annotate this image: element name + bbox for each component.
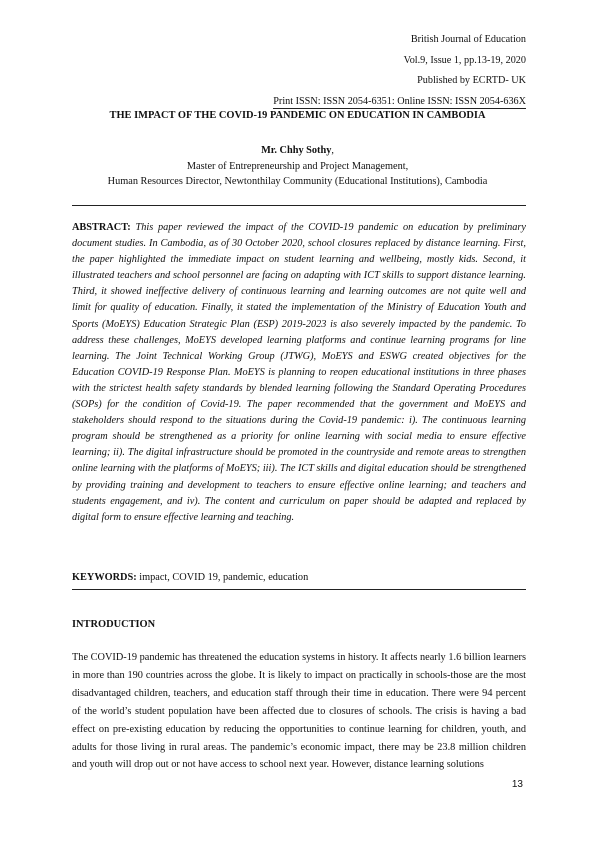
abstract-label: ABSTRACT: — [72, 222, 131, 233]
author-degree: Master of Entrepreneurship and Project Management, — [186, 160, 409, 172]
abstract-top-rule — [72, 205, 526, 206]
introduction-heading: INTRODUCTION — [72, 619, 156, 630]
author-affiliation: Human Resources Director, Newtonthilay Community (Educational Institutions), Cambodia — [107, 176, 488, 187]
keywords-label: KEYWORDS: — [72, 572, 137, 583]
abstract-text: This paper reviewed the impact of the COVID-19 pandemic on education by preliminary document studies. In Cambodia, as of 30 October 2020, school closures replaced by distance learning. First, the paper highlighted the immediate impact on student learning and wellbeing, mostly kids. Second, it illustrated teachers and school personnel are facing on adapting with ICT skills to support distance learning. Third, it showed ineffective delivery of continuous learning and learning outcomes are not quite well and limit for quality of education. Finally, it stated the implementation of the Ministry of Education Youth and Sports (MoEYS) Education Strategic Plan (ESP) 2019-2023 is also severely impacted by the pandemic. To address these challenges, MoEYS developed learning platforms and continue learning programs for line learning. The Joint Technical Working Group (JTWG), MoEYS and ESWG created objectives for the Education COVID-19 Response Plan. MoEYS is planning to reopen educational institutions in three phases with the strictest health safety standards by blended learning following the Standard Operating Procedures (SOPs) for the condition of Covid-19. The paper recommended that the government and MoEYS and stakeholders should respond to the situations during the Covid-19 pandemic: i). The continuous learning program should be strengthened as a priority for online learning with social media to ensure effective learning; ii). The digital infrastructure should be promoted in the countryside and remote areas to strengthen online learning with the platforms of MoEYS; iii). The ICT skills and digital education should be strengthened by providing training and development to teachers to ensure effective online learning; and teachers and students engagement, and iv). The content and curriculum on paper should be adapted and replaced by digital form to ensure effective learning and teaching. — [72, 222, 526, 523]
abstract-bottom-rule — [72, 589, 526, 590]
keywords-text: impact, COVID 19, pandemic, education — [139, 572, 309, 583]
introduction-paragraph: The COVID-19 pandemic has threatened the education systems in history. It affects nearly 1.6 billion learners in more than 190 countries across the globe. It is likely to impact on practically in schools-those are the most disadvantaged children, teachers, and education staff through their time in education. There were 94 percent of the world’s student population have been affected due to closures of schools. The crisis is having a bad effect on pre-existing education by reducing the opportunities to continue learning for children, youth, and adults for those living in rural areas. The pandemic’s economic impact, there may be 23.8 million children and youth will drop out or not have access to school next year. However, distance learning solutions — [72, 652, 526, 771]
journal-name: British Journal of Education — [410, 34, 526, 45]
keywords — [72, 570, 526, 586]
author-name: Mr. Chhy Sothy — [261, 145, 332, 156]
journal-header — [273, 30, 526, 112]
author-block: Mr. Chhy Sothy, Master of Entrepreneurship and Project Management, Human Resources Director, Newtonthilay Community (Educational Institutions), Cambodia — [0, 143, 595, 190]
journal-issn: Print ISSN: ISSN 2054-6351: Online ISSN: ISSN 2054-636X — [273, 95, 526, 107]
paper-title: THE IMPACT OF THE COVID-19 PANDEMIC ON EDUCATION IN CAMBODIA — [109, 110, 486, 121]
journal-volume: Vol.9, Issue 1, pp.13-19, 2020 — [403, 54, 526, 66]
abstract — [72, 220, 526, 526]
journal-publisher: Published by ECRTD- UK — [417, 75, 526, 86]
page-number: 13 — [511, 779, 523, 790]
